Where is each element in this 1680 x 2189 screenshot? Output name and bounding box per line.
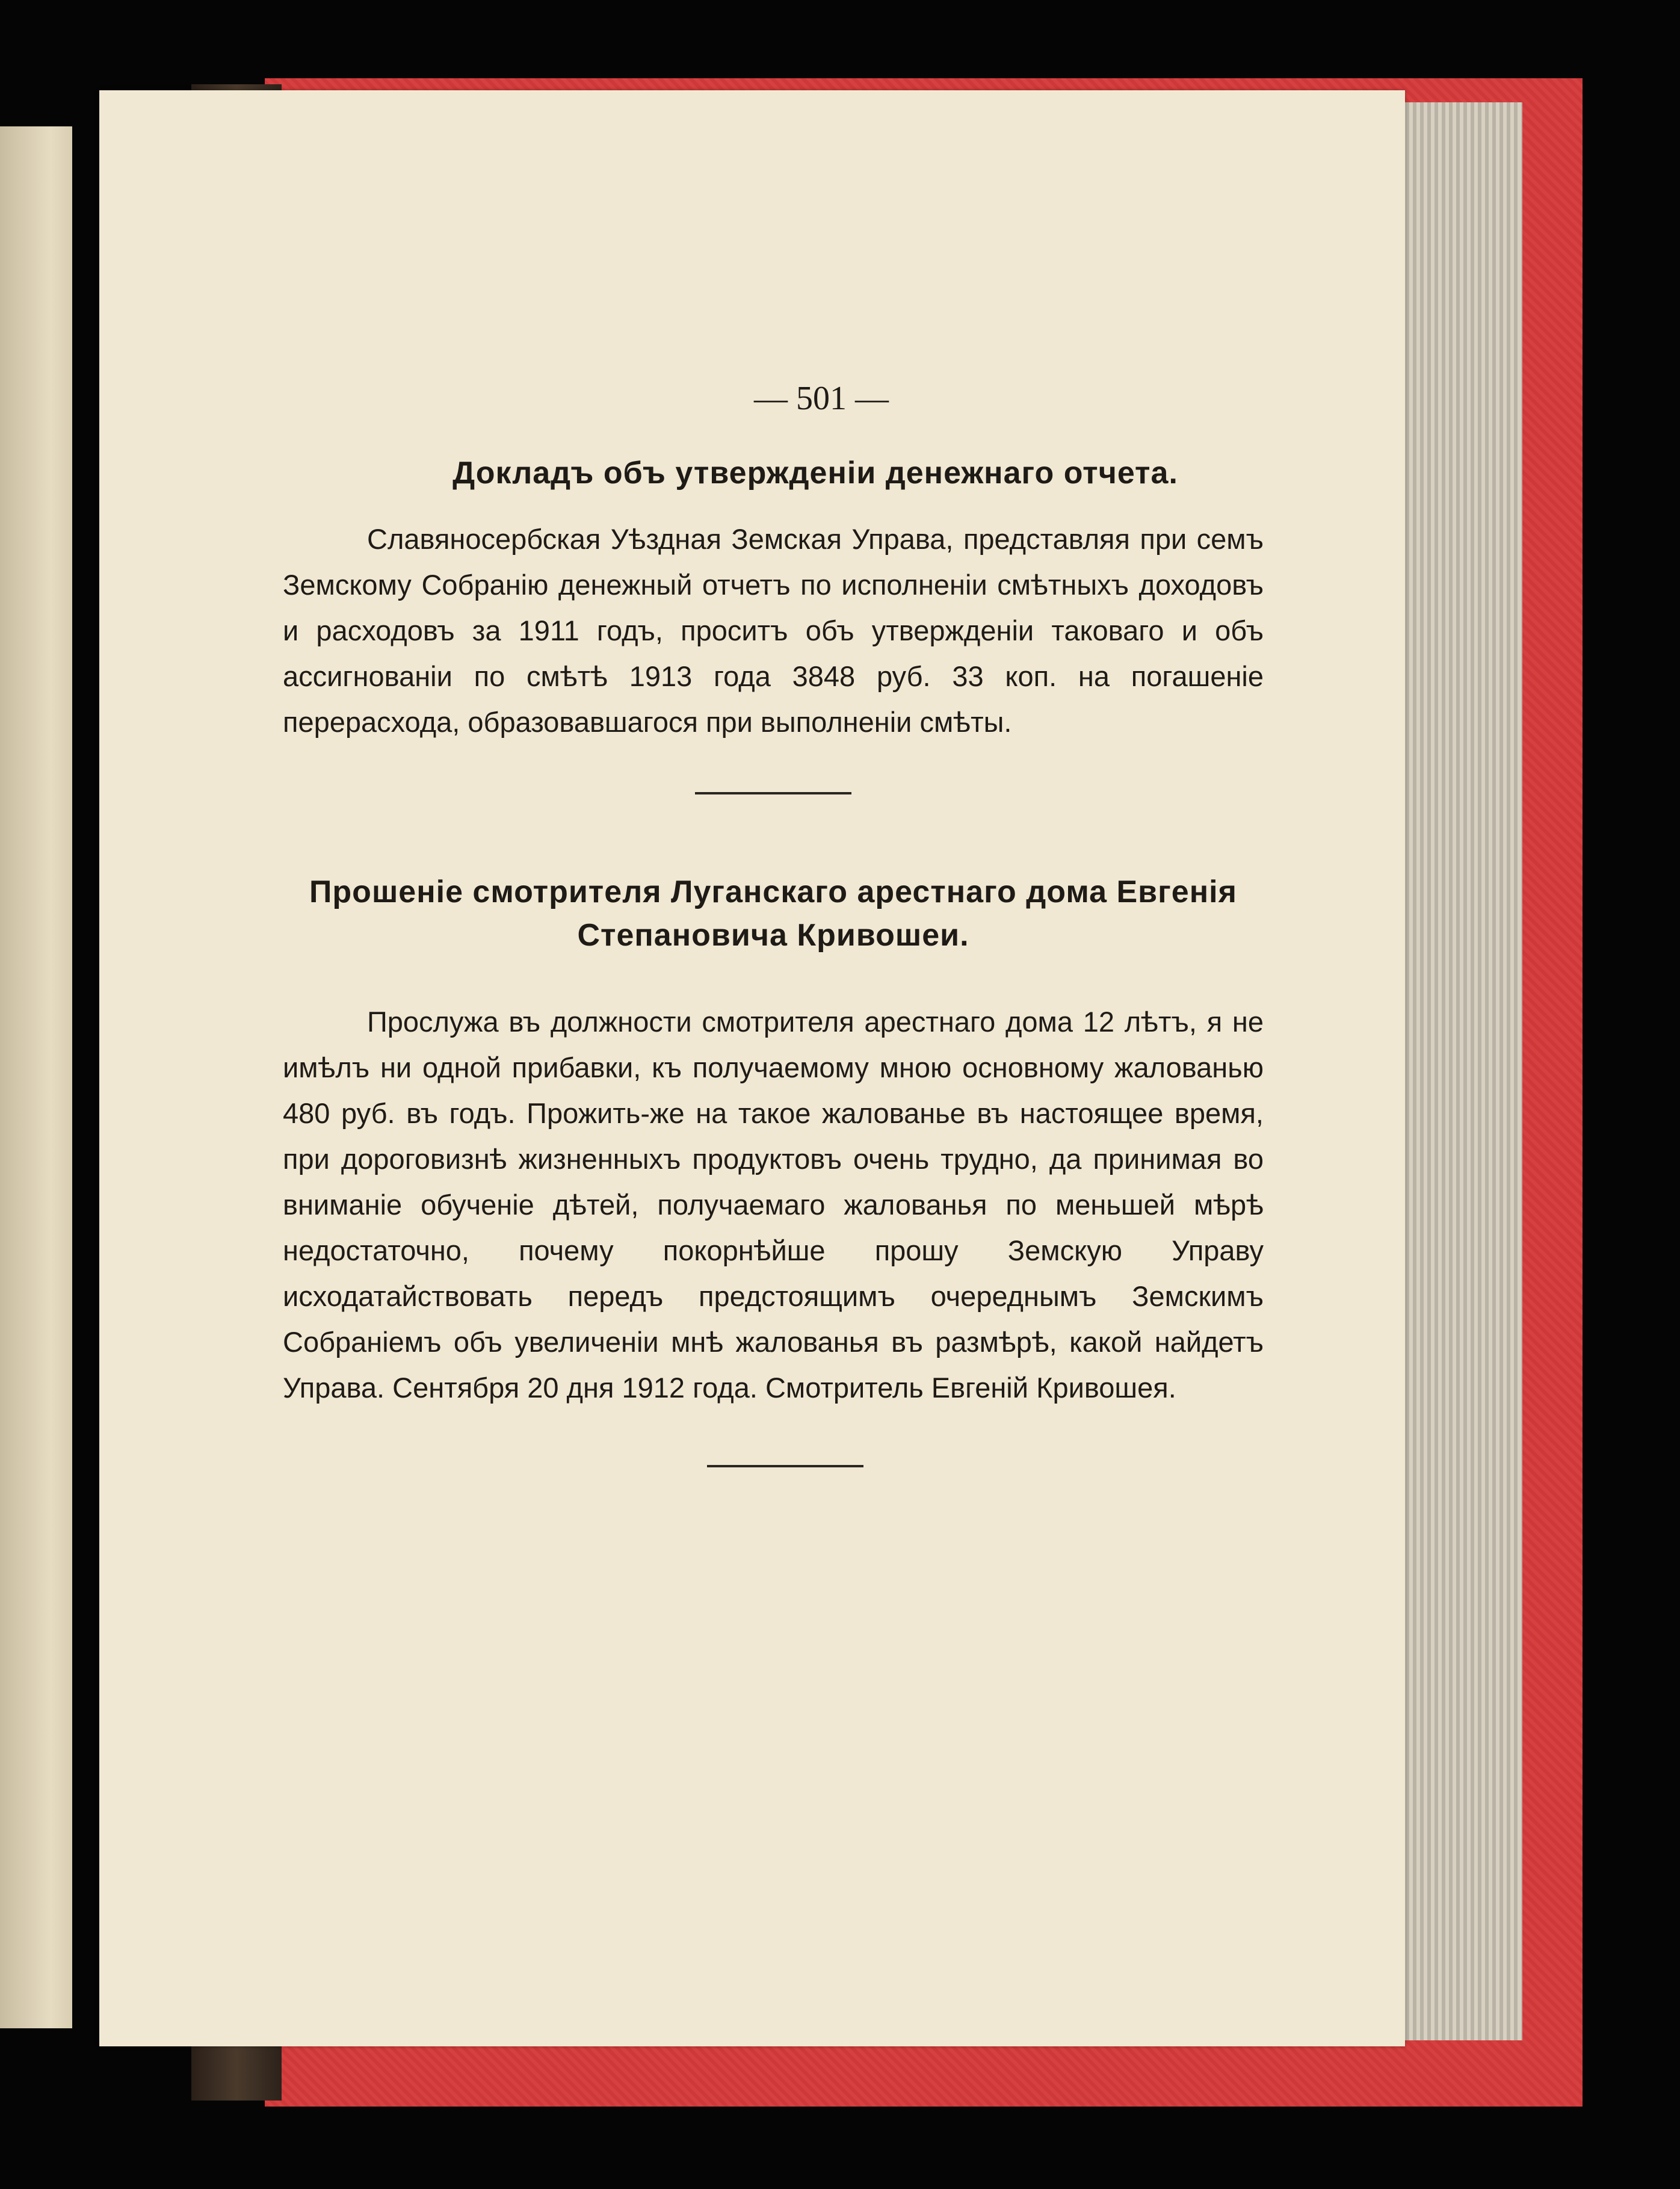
report-title: Докладъ объ утвержденіи денежнаго отчета. <box>452 456 1178 491</box>
section-divider <box>695 792 851 794</box>
report-body: Славяносербская Уѣздная Земская Управа, представляя при семъ Земскому Собранію денежный отчетъ по исполненіи смѣтныхъ доходовъ и расходовъ за 1911 годъ, проситъ объ утвержденіи таковаго и объ ассигнованіи по смѣтѣ 1913 года 3848 руб. 33 коп. на погашеніе перерасхода, образовавшагося при выполненіи смѣты. <box>283 523 1264 738</box>
left-page-edge <box>0 126 72 2028</box>
book-page <box>99 90 1405 2046</box>
text-column <box>283 379 1264 1467</box>
petition-title: Прошеніе смотрителя Луганскаго арестнаго дома Евгенія Степановича Кривошеи. <box>309 875 1237 953</box>
page-number: — 501 — <box>754 380 889 417</box>
end-divider <box>707 1465 863 1467</box>
petition-body: Прослужа въ должности смотрителя арестнаго дома 12 лѣтъ, я не имѣлъ ни одной прибавки, къ получаемому мною основному жалованью 480 руб. въ годъ. Прожить-же на такое жалованье въ настоящее время, при дороговизнѣ жизненныхъ продуктовъ очень трудно, да принимая во вниманіе обученіе дѣтей, получаемаго жалованья по меньшей мѣрѣ недостаточно, почему покорнѣйше прошу Земскую Управу исходатайствовать передъ предстоящимъ очереднымъ Земскимъ Собраніемъ объ увеличеніи мнѣ жалованья въ размѣрѣ, какой найдетъ Управа. Сентября 20 дня 1912 года. Смотритель Евгеній Кривошея. <box>283 1006 1264 1404</box>
